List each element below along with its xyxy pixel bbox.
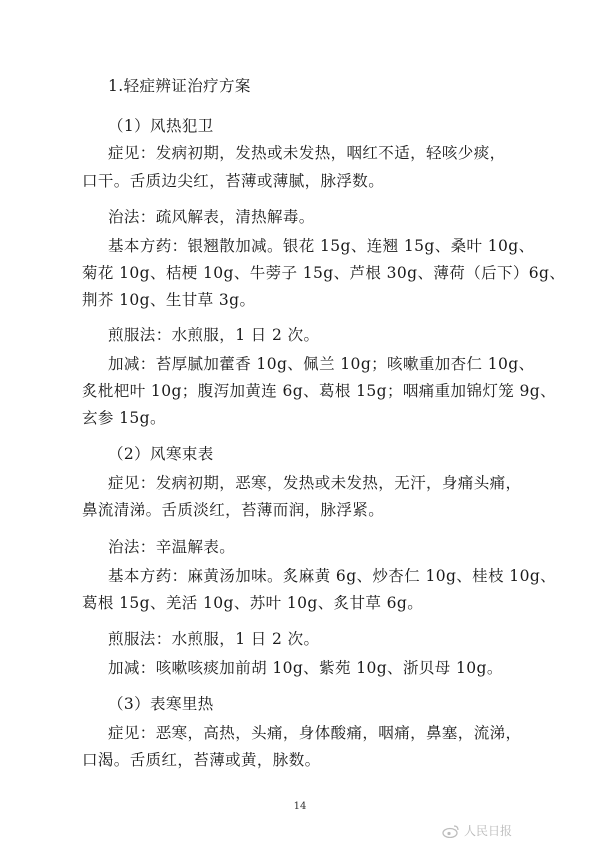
text-line: 治法：疏风解表，清热解毒。 [108, 208, 315, 226]
page-number: 14 [293, 801, 307, 812]
text-line: 口渴。舌质红，苔薄或黄，脉数。 [82, 751, 321, 769]
watermark-text: 人民日报 [464, 824, 513, 838]
text-line: （3）表寒里热 [108, 695, 214, 713]
text-line: 炙枇杷叶 10g；腹泻加黄连 6g、葛根 15g；咽痛重加锦灯笼 9g、 [82, 382, 556, 400]
text-line: 加减：苔厚腻加藿香 10g、佩兰 10g；咳嗽重加杏仁 10g、 [108, 355, 535, 373]
text-line: 玄参 15g。 [82, 409, 166, 427]
text-line: 口干。舌质边尖红，苔薄或薄腻，脉浮数。 [82, 172, 385, 190]
text-line: 荆芥 10g、生甘草 3g。 [82, 291, 256, 309]
text-line: 菊花 10g、桔梗 10g、牛蒡子 15g、芦根 30g、薄荷（后下）6g、 [82, 264, 566, 282]
text-line: 症见：发病初期，恶寒，发热或未发热，无汗，身痛头痛， [108, 474, 522, 492]
text-line: 基本方药：麻黄汤加味。炙麻黄 6g、炒杏仁 10g、桂枝 10g、 [108, 567, 557, 585]
text-line: 症见：发病初期，发热或未发热，咽红不适，轻咳少痰， [108, 144, 506, 162]
weibo-icon [442, 824, 460, 838]
text-line: 症见：恶寒，高热，头痛，身体酸痛，咽痛，鼻塞，流涕， [108, 724, 522, 742]
text-line: 1.轻症辨证治疗方案 [108, 77, 251, 95]
text-line: 加减：咳嗽咳痰加前胡 10g、紫苑 10g、浙贝母 10g。 [108, 659, 503, 677]
text-line: （2）风寒束表 [108, 445, 214, 463]
text-line: 煎服法：水煎服，1 日 2 次。 [108, 630, 320, 648]
text-line: （1）风热犯卫 [108, 117, 214, 135]
text-line: 基本方药：银翘散加减。银花 15g、连翘 15g、桑叶 10g、 [108, 237, 535, 255]
text-line: 治法：辛温解表。 [108, 538, 236, 556]
text-line: 葛根 15g、羌活 10g、苏叶 10g、炙甘草 6g。 [82, 594, 424, 612]
watermark [442, 822, 512, 839]
text-line: 鼻流清涕。舌质淡红，苔薄而润，脉浮紧。 [82, 501, 385, 519]
text-line: 煎服法：水煎服，1 日 2 次。 [108, 326, 320, 344]
